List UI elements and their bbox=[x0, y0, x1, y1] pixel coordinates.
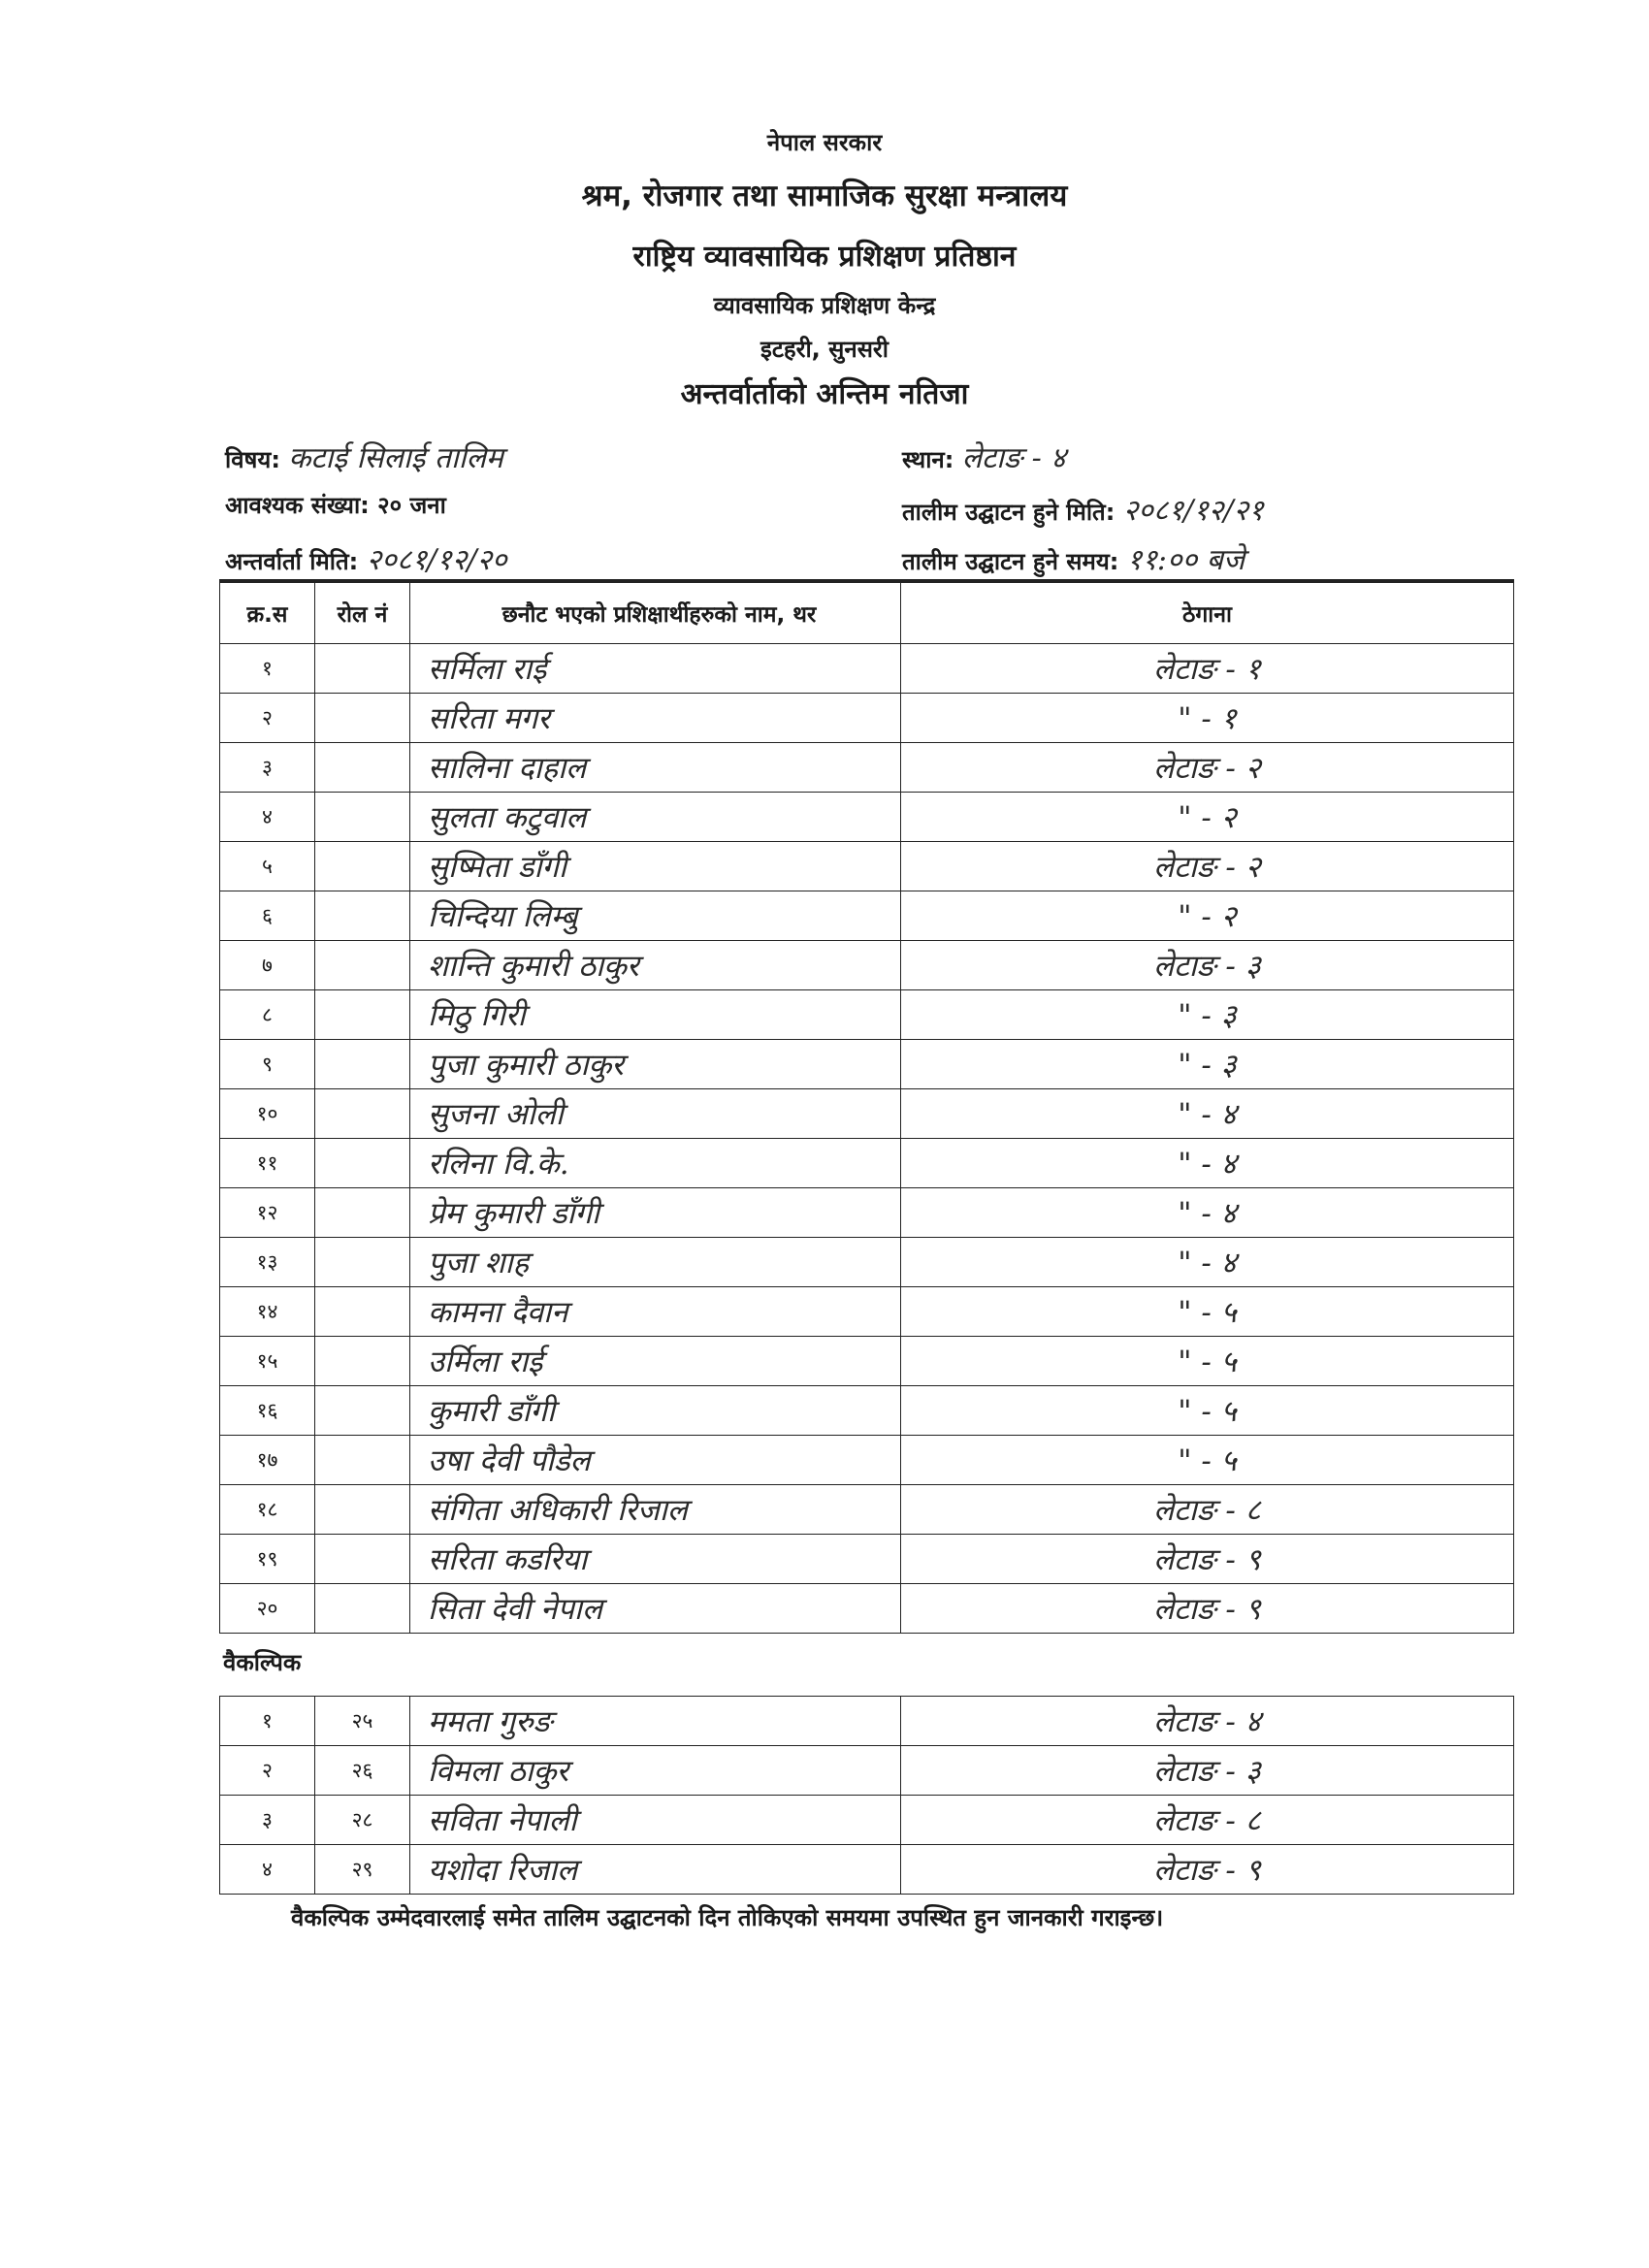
row-address: लेटाङ - ४ bbox=[901, 1697, 1514, 1746]
row-serial: २ bbox=[220, 694, 315, 743]
table-row bbox=[220, 842, 1514, 891]
subject-field bbox=[225, 437, 503, 476]
row-serial: १ bbox=[220, 1697, 315, 1746]
row-trainee-name: सुष्मिता डाँगी bbox=[410, 842, 901, 891]
row-address: " - ४ bbox=[901, 1188, 1514, 1238]
row-trainee-name: संगिता अधिकारी रिजाल bbox=[410, 1485, 901, 1535]
row-trainee-name: सालिना दाहाल bbox=[410, 743, 901, 793]
table-row bbox=[220, 743, 1514, 793]
row-trainee-name: रलिना वि.के. bbox=[410, 1139, 901, 1188]
row-address: लेटाङ - ३ bbox=[901, 941, 1514, 990]
row-roll-number bbox=[315, 990, 410, 1040]
row-serial: ३ bbox=[220, 743, 315, 793]
row-roll-number bbox=[315, 1535, 410, 1584]
row-serial: ३ bbox=[220, 1796, 315, 1845]
row-trainee-name: सर्मिला राई bbox=[410, 644, 901, 694]
table-row bbox=[220, 1238, 1514, 1287]
table-row bbox=[220, 1796, 1514, 1845]
row-serial: ८ bbox=[220, 990, 315, 1040]
table-row bbox=[220, 1584, 1514, 1634]
row-trainee-name: विमला ठाकुर bbox=[410, 1746, 901, 1796]
row-serial: २० bbox=[220, 1584, 315, 1634]
subject-value: कटाई सिलाई तालिम bbox=[288, 441, 503, 475]
row-address: " - २ bbox=[901, 891, 1514, 941]
table-row bbox=[220, 1845, 1514, 1895]
row-serial: १८ bbox=[220, 1485, 315, 1535]
opening-time-label: तालीम उद्घाटन हुने समय: bbox=[902, 548, 1119, 575]
row-address: " - ४ bbox=[901, 1139, 1514, 1188]
table-row bbox=[220, 1287, 1514, 1337]
row-roll-number bbox=[315, 644, 410, 694]
row-serial: १ bbox=[220, 644, 315, 694]
row-serial: १० bbox=[220, 1089, 315, 1139]
table-row bbox=[220, 1188, 1514, 1238]
place-label: स्थान: bbox=[902, 446, 954, 473]
row-trainee-name: यशोदा रिजाल bbox=[410, 1845, 901, 1895]
row-roll-number: २६ bbox=[315, 1746, 410, 1796]
table-row bbox=[220, 1337, 1514, 1386]
interview-date-field bbox=[225, 538, 507, 578]
table-row bbox=[220, 1697, 1514, 1746]
row-trainee-name: कुमारी डाँगी bbox=[410, 1386, 901, 1436]
row-trainee-name: सविता नेपाली bbox=[410, 1796, 901, 1845]
table-row bbox=[220, 891, 1514, 941]
row-address: " - ५ bbox=[901, 1337, 1514, 1386]
row-trainee-name: पुजा कुमारी ठाकुर bbox=[410, 1040, 901, 1089]
row-trainee-name: सिता देवी नेपाल bbox=[410, 1584, 901, 1634]
row-roll-number bbox=[315, 743, 410, 793]
row-trainee-name: चिन्दिया लिम्बु bbox=[410, 891, 901, 941]
row-address: लेटाङ - ८ bbox=[901, 1485, 1514, 1535]
table-row bbox=[220, 1386, 1514, 1436]
interview-date-value: २०८१/१२/२० bbox=[366, 543, 507, 577]
org-training-center: व्यावसायिक प्रशिक्षण केन्द्र bbox=[713, 292, 936, 319]
table-row bbox=[220, 1040, 1514, 1089]
row-roll-number bbox=[315, 694, 410, 743]
row-serial: ७ bbox=[220, 941, 315, 990]
row-trainee-name: उर्मिला राई bbox=[410, 1337, 901, 1386]
row-serial: १२ bbox=[220, 1188, 315, 1238]
opening-date-field bbox=[902, 489, 1264, 529]
row-address: " - ४ bbox=[901, 1238, 1514, 1287]
table-row bbox=[220, 1535, 1514, 1584]
table-row bbox=[220, 644, 1514, 694]
row-trainee-name: प्रेम कुमारी डाँगी bbox=[410, 1188, 901, 1238]
row-address: लेटाङ - ९ bbox=[901, 1845, 1514, 1895]
table-header-row bbox=[220, 581, 1514, 644]
org-government: नेपाल सरकार bbox=[766, 129, 883, 156]
alternates-label: वैकल्पिक bbox=[223, 1649, 302, 1676]
row-address: " - ५ bbox=[901, 1436, 1514, 1485]
row-address: " - ५ bbox=[901, 1386, 1514, 1436]
row-address: लेटाङ - ९ bbox=[901, 1535, 1514, 1584]
selected-trainees-table bbox=[219, 579, 1514, 1634]
row-address: लेटाङ - ३ bbox=[901, 1746, 1514, 1796]
subject-label: विषय: bbox=[225, 446, 280, 473]
interview-date-label: अन्तर्वार्ता मिति: bbox=[225, 548, 359, 575]
column-header-roll: रोल नं bbox=[315, 581, 410, 644]
row-serial: १९ bbox=[220, 1535, 315, 1584]
row-roll-number bbox=[315, 1584, 410, 1634]
row-trainee-name: सुजना ओली bbox=[410, 1089, 901, 1139]
row-serial: १५ bbox=[220, 1337, 315, 1386]
table-row bbox=[220, 1089, 1514, 1139]
row-trainee-name: कामना दैवान bbox=[410, 1287, 901, 1337]
row-address: लेटाङ - २ bbox=[901, 842, 1514, 891]
alternates-table bbox=[219, 1696, 1514, 1895]
row-serial: ४ bbox=[220, 1845, 315, 1895]
row-address: लेटाङ - ८ bbox=[901, 1796, 1514, 1845]
opening-time-value: ११:०० बजे bbox=[1126, 543, 1245, 577]
row-roll-number bbox=[315, 891, 410, 941]
row-address: " - ३ bbox=[901, 990, 1514, 1040]
row-serial: ५ bbox=[220, 842, 315, 891]
row-trainee-name: पुजा शाह bbox=[410, 1238, 901, 1287]
table-row bbox=[220, 1436, 1514, 1485]
row-serial: १६ bbox=[220, 1386, 315, 1436]
org-location: इटहरी, सुनसरी bbox=[760, 336, 889, 363]
row-roll-number bbox=[315, 1188, 410, 1238]
row-trainee-name: सरिता मगर bbox=[410, 694, 901, 743]
opening-date-value: २०८१/१२/२१ bbox=[1122, 494, 1264, 528]
row-serial: १७ bbox=[220, 1436, 315, 1485]
opening-time-field bbox=[902, 538, 1245, 578]
row-address: लेटाङ - १ bbox=[901, 644, 1514, 694]
table-row bbox=[220, 941, 1514, 990]
opening-date-label: तालीम उद्घाटन हुने मिति: bbox=[902, 499, 1116, 526]
row-roll-number bbox=[315, 1040, 410, 1089]
row-roll-number bbox=[315, 842, 410, 891]
row-serial: ९ bbox=[220, 1040, 315, 1089]
row-roll-number: २८ bbox=[315, 1796, 410, 1845]
table-row bbox=[220, 1746, 1514, 1796]
row-address: लेटाङ - २ bbox=[901, 743, 1514, 793]
row-roll-number bbox=[315, 1386, 410, 1436]
row-address: " - ३ bbox=[901, 1040, 1514, 1089]
row-roll-number bbox=[315, 793, 410, 842]
row-serial: १४ bbox=[220, 1287, 315, 1337]
row-roll-number bbox=[315, 1238, 410, 1287]
table-row bbox=[220, 990, 1514, 1040]
row-serial: २ bbox=[220, 1746, 315, 1796]
required-count: आवश्यक संख्या: २० जना bbox=[225, 492, 446, 519]
table-row bbox=[220, 793, 1514, 842]
row-address: लेटाङ - ९ bbox=[901, 1584, 1514, 1634]
column-header-name: छनौट भएको प्रशिक्षार्थीहरुको नाम, थर bbox=[410, 581, 901, 644]
row-trainee-name: सरिता कडरिया bbox=[410, 1535, 901, 1584]
row-address: " - १ bbox=[901, 694, 1514, 743]
row-roll-number bbox=[315, 1485, 410, 1535]
org-ministry: श्रम, रोजगार तथा सामाजिक सुरक्षा मन्त्रालय bbox=[581, 178, 1068, 213]
row-roll-number bbox=[315, 941, 410, 990]
column-header-sn: क्र.स bbox=[220, 581, 315, 644]
row-roll-number bbox=[315, 1139, 410, 1188]
row-trainee-name: मिठु गिरी bbox=[410, 990, 901, 1040]
org-academy: राष्ट्रिय व्यावसायिक प्रशिक्षण प्रतिष्ठान bbox=[632, 240, 1017, 274]
row-trainee-name: उषा देवी पौडेल bbox=[410, 1436, 901, 1485]
row-trainee-name: सुलता कटुवाल bbox=[410, 793, 901, 842]
row-serial: ४ bbox=[220, 793, 315, 842]
row-serial: ६ bbox=[220, 891, 315, 941]
row-serial: ११ bbox=[220, 1139, 315, 1188]
table-row bbox=[220, 694, 1514, 743]
footnote: वैकल्पिक उम्मेदवारलाई समेत तालिम उद्घाटनको दिन तोकिएको समयमा उपस्थित हुन जानकारी गराइन्छ। bbox=[291, 1904, 1164, 1931]
row-address: " - ५ bbox=[901, 1287, 1514, 1337]
row-roll-number: २९ bbox=[315, 1845, 410, 1895]
row-trainee-name: शान्ति कुमारी ठाकुर bbox=[410, 941, 901, 990]
row-roll-number bbox=[315, 1287, 410, 1337]
page-title: अन्तर्वार्ताको अन्तिम नतिजा bbox=[680, 377, 969, 411]
row-serial: १३ bbox=[220, 1238, 315, 1287]
row-address: " - ४ bbox=[901, 1089, 1514, 1139]
column-header-address: ठेगाना bbox=[901, 581, 1514, 644]
row-roll-number bbox=[315, 1089, 410, 1139]
table-row bbox=[220, 1139, 1514, 1188]
place-value: लेटाङ - ४ bbox=[961, 441, 1066, 475]
row-trainee-name: ममता गुरुङ bbox=[410, 1697, 901, 1746]
row-address: " - २ bbox=[901, 793, 1514, 842]
table-row bbox=[220, 1485, 1514, 1535]
row-roll-number: २५ bbox=[315, 1697, 410, 1746]
row-roll-number bbox=[315, 1337, 410, 1386]
place-field bbox=[902, 437, 1066, 476]
row-roll-number bbox=[315, 1436, 410, 1485]
